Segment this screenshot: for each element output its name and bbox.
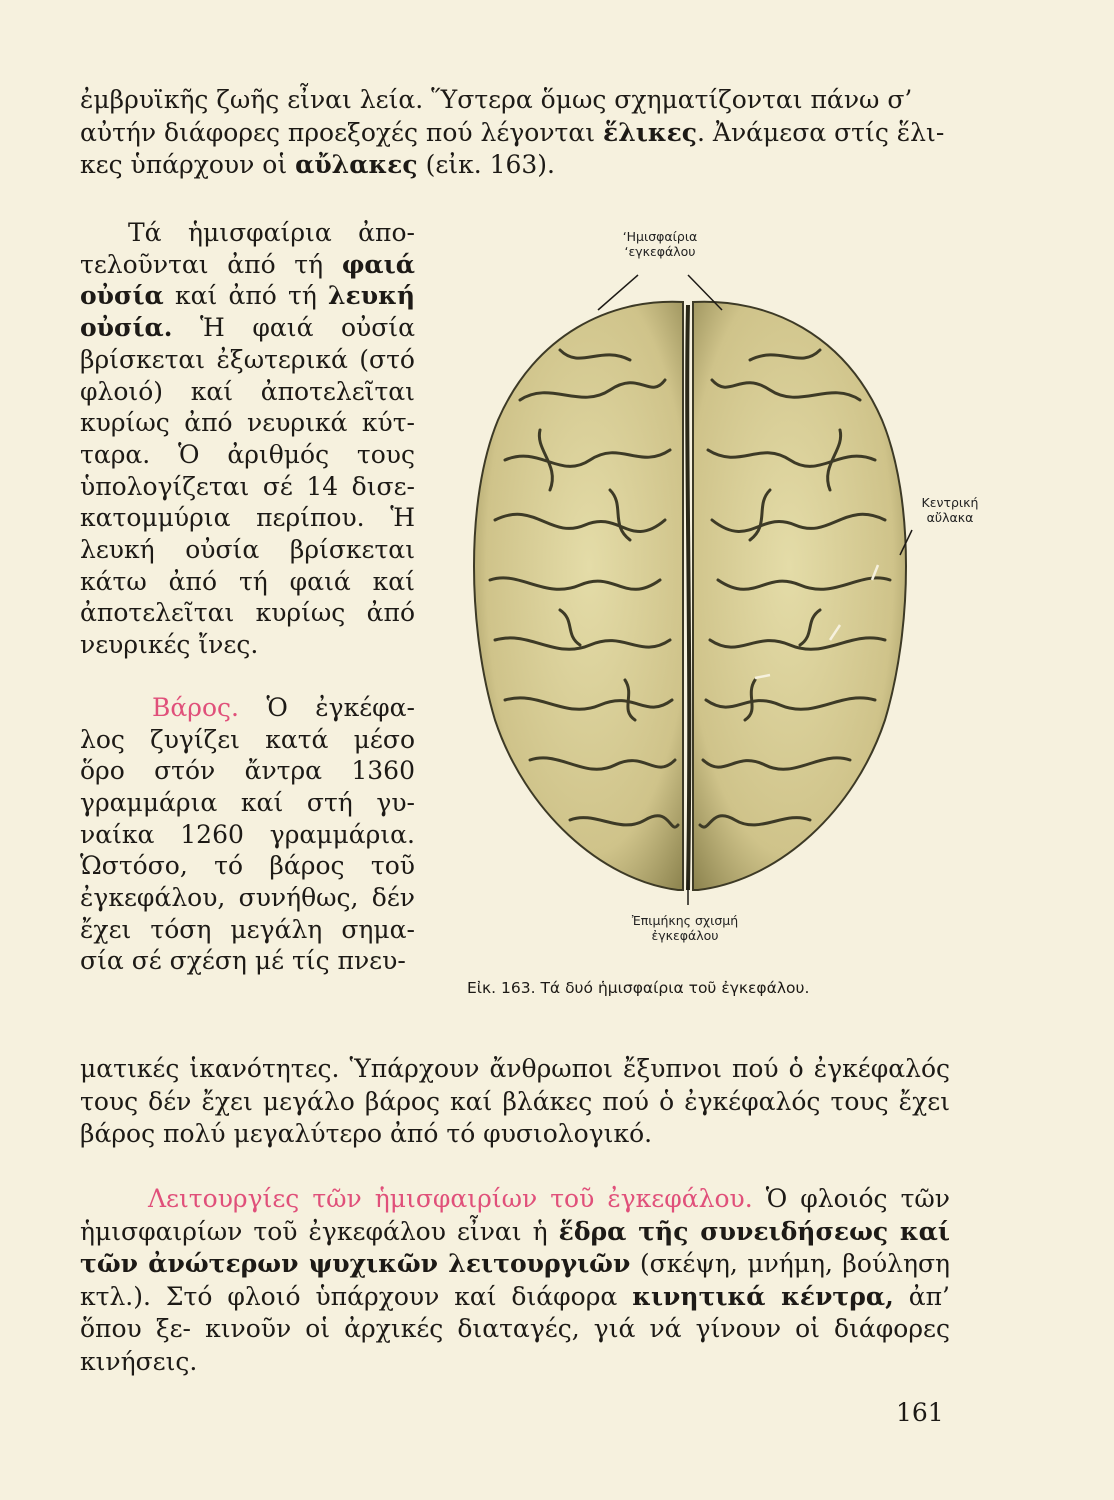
weight-text: Ὁ ἐγκέφα- λος ζυγίζει κατά μέσο ὅρο στόν ἄντρα 1360 γραμμάρια καί στή γυ- ναίκα 1260 γραμμάρια. Ὡστόσο, τό βάρος τοῦ ἐγκεφάλου, συνήθως, δέν ἔχει τόση μεγάλη σημα- σία σέ σχέση μέ τίς πνευ- xyxy=(80,692,416,976)
left-column xyxy=(80,217,415,977)
label-fissure-line1: Ἐπιμήκης σχισμή xyxy=(631,913,739,928)
term-grey-matter: φαιά οὐσία xyxy=(80,249,416,311)
paragraph-weight xyxy=(80,692,415,977)
label-hemispheres-line1: ‘Ημισφαίρια xyxy=(622,229,698,244)
label-central-line2: αὔλακα xyxy=(926,510,974,525)
functions-paragraph xyxy=(80,1183,950,1378)
right-hemisphere xyxy=(693,302,906,890)
term-white-matter: λευκή οὐσία. xyxy=(80,281,416,343)
top-line-2 xyxy=(80,117,950,150)
label-central-sulcus xyxy=(895,495,1005,525)
brain-figure xyxy=(440,250,940,914)
longitudinal-fissure xyxy=(687,305,689,890)
term-seat-of-consciousness: ἕδρα τῆς συνειδήσεως καί τῶν ἀνώτερων ψυχικῶν λειτουργιῶν xyxy=(80,1216,951,1278)
term-helikes: ἕλικες xyxy=(603,117,697,147)
page-number: 161 xyxy=(896,1398,944,1427)
left-hemisphere xyxy=(474,302,683,890)
functions-text-a: Ὁ φλοιός τῶν ἡμισφαιρίων τοῦ ἐγκεφάλου εἶναι ἡ xyxy=(80,1184,950,1246)
top-line-2-end: . Ἀνάμεσα στίς ἕλι- xyxy=(697,117,945,147)
matter-text-a: Τά ἡμισφαίρια ἀπο- τελοῦνται ἀπό τή xyxy=(80,218,415,279)
label-longitudinal-fissure xyxy=(600,913,770,943)
top-line-3-end: (εἰκ. 163). xyxy=(425,150,556,179)
top-line-3-text: κες ὑπάρχουν οἱ xyxy=(80,150,288,179)
label-hemispheres xyxy=(600,229,720,259)
brain-illustration xyxy=(440,250,940,910)
top-line-3 xyxy=(80,149,950,182)
top-paragraph xyxy=(80,84,950,182)
top-line-2-text: αὐτήν διάφορες προεξοχές πού λέγονται xyxy=(80,117,596,147)
figure-caption: Εἰκ. 163. Τά δυό ἡμισφαίρια τοῦ ἐγκεφάλου. xyxy=(467,979,810,997)
functions-heading: Λειτουργίες τῶν ἡμισφαιρίων τοῦ ἐγκεφάλου. xyxy=(148,1184,753,1213)
term-motor-centres: κινητικά κέντρα, xyxy=(632,1281,894,1311)
paragraph-matter xyxy=(80,217,415,661)
label-fissure-line2: ἐγκεφάλου xyxy=(651,928,719,943)
matter-text-b: καί ἀπό τή xyxy=(174,281,317,311)
term-aulakes: αὔλακες xyxy=(295,150,418,179)
label-central-line1: Κεντρική xyxy=(921,495,979,510)
functions-text-b: (σκέψη, μνήμη, βούληση κτλ.). Στό φλοιό ὑπάρχουν καί διάφορα xyxy=(80,1249,951,1311)
top-line-1: ἐμβρυϊκῆς ζωῆς εἶναι λεία. Ὕστερα ὅμως σχηματίζονται πάνω σ’ xyxy=(80,85,913,114)
matter-text-c: Ἡ φαιά οὐσία βρίσκεται ἐξωτερικά (στό φλοιό) καί ἀποτελεῖται κυρίως ἀπό νευρικά κύτ- ταρα. Ὁ ἀριθμός τους ὑπολογίζεται σέ 14 δισε- κατομμύρια περίπου. Ἡ λευκή οὐσία βρίσκεται κάτω ἀπό τή φαιά καί ἀποτελεῖται κυρίως ἀπό νευρικές ἴνες. xyxy=(80,313,415,660)
continued-paragraph: ματικές ἱκανότητες. Ὑπάρχουν ἄνθρωποι ἔξυπνοι πού ὁ ἐγκέφαλός τους δέν ἔχει μεγάλο βάρος καί βλάκες πού ὁ ἐγκέφαλός τους ἔχει βάρος πολύ μεγαλύτερο ἀπό τό φυσιολογικό. xyxy=(80,1054,950,1148)
weight-heading: Βάρος. xyxy=(152,692,239,722)
functions-text-c: ἀπ’ ὅπου ξε- κινοῦν οἱ ἀρχικές διαταγές, γιά νά γίνουν οἱ διάφορες κινήσεις. xyxy=(80,1281,950,1376)
label-hemispheres-line2: ‘εγκεφάλου xyxy=(624,244,696,259)
